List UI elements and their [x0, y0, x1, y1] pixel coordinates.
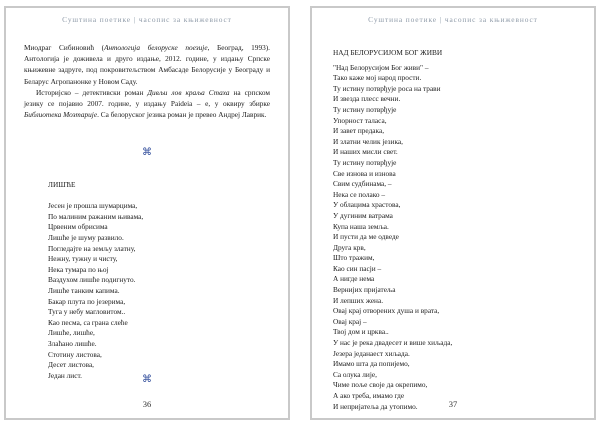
- poem-title: НАД БЕЛОРУСИЈОМ БОГ ЖИВИ: [333, 48, 443, 57]
- section-ornament-bottom: ⌘: [142, 374, 152, 385]
- poem-line: Бакар плута по језерима,: [48, 296, 126, 306]
- poem-line: Са олука лије,: [333, 369, 377, 379]
- poem-line: Чиме поље своје да окрепимо,: [333, 380, 428, 390]
- poem-line: Имамо шта да попијемо,: [333, 359, 410, 369]
- poem-line: У дугиним ватрама: [333, 210, 393, 220]
- poem-line: Твој дом и црква..: [333, 327, 389, 337]
- poem-line: Десет листова,: [48, 360, 95, 370]
- poem-line: Ваздухом лишће подигнуто.: [48, 275, 136, 285]
- poem-line: И звезда плесс вечни.: [333, 94, 401, 104]
- poem-line: Лишће, лишће,: [48, 328, 95, 338]
- poem-line: По малиним ражаним њивама,: [48, 211, 144, 221]
- page-number: 37: [448, 399, 458, 409]
- poem-line: Верниjих пријатеља: [333, 285, 396, 295]
- right-page: [310, 6, 596, 420]
- poem-line: И пусти да ме одведе: [333, 232, 399, 242]
- poem-line: Ту истину потврђује роса на трави: [333, 83, 441, 93]
- poem-title: ЛИШЋЕ: [48, 180, 76, 189]
- poem-line: Туга у небу магловитом..: [48, 307, 126, 317]
- poem-line: Овај крај отворених душа и врата,: [333, 306, 440, 316]
- poem-line: Као песма, са грана слеће: [48, 317, 128, 327]
- poem-line: Злаћано лишће.: [48, 338, 97, 348]
- poem-lishce: [48, 180, 143, 381]
- poem-line: Јесен је прошла шумарцима,: [48, 201, 138, 211]
- poem-line: Црвеним обрисима: [48, 222, 108, 232]
- poem-line: Лишће танким капима.: [48, 285, 120, 295]
- poem-line: Погледајте на земљу златну,: [48, 243, 136, 253]
- poem-line: И наших мисли свет.: [333, 147, 398, 157]
- series-title: Библиотека Мозтарије: [24, 110, 98, 120]
- page-number: 36: [142, 399, 152, 409]
- poem-nad-belorusijom: [333, 48, 452, 412]
- text-span: на српском језику се појавио 2007. године, у издању Paideia – е, у оквиру збирке: [24, 87, 270, 109]
- text-span: . Са белоруског језика роман је превео Андреј Лаврик.: [97, 110, 267, 120]
- poem-line: Језера једанаест хиљада.: [333, 348, 410, 358]
- article-prose: [24, 42, 270, 120]
- poem-line: Овај крај –: [333, 316, 367, 326]
- poem-line: "Над Белорусијом Бог живи" –: [333, 62, 429, 72]
- poem-line: А ако треба, имамо где: [333, 391, 405, 400]
- poem-line: И непријатеља да утопимо.: [333, 401, 418, 411]
- poem-line: Лишће је шуму развило.: [48, 232, 124, 242]
- paragraph-novel: [24, 87, 270, 121]
- poem-line: Све изнова и изнова: [333, 168, 396, 178]
- text-span: Историјско – детективски роман: [36, 87, 148, 97]
- running-header: Суштина поетике | часопис за књижевност: [368, 15, 538, 24]
- left-page: [4, 6, 290, 420]
- poem-line: Купа наша земља.: [333, 221, 389, 231]
- poem-line: Стотину листова,: [48, 349, 102, 359]
- poem-line: Што тражим,: [333, 253, 375, 263]
- text-span: Миодраг Сибиновић (: [24, 43, 105, 52]
- poem-line: Нека се полако –: [333, 189, 386, 199]
- poem-line: Упорност таласа,: [333, 115, 387, 125]
- poem-line: А нигде нема: [333, 274, 375, 284]
- book-title: Антологија белоруске поезије: [104, 43, 208, 52]
- paragraph-anthology: [24, 42, 270, 87]
- poem-line: Као син пасји –: [333, 263, 382, 273]
- poem-line: Један лист.: [48, 370, 82, 380]
- poem-line: И завет предака,: [333, 126, 385, 136]
- poem-line: Нежну, тужну и чисту,: [48, 254, 118, 264]
- poem-line: И лепших жена.: [333, 295, 384, 305]
- text-span: , Београд, 1993). Антологија је доживела и друго издање, 2012. године, у издању Српске књижевне задруге, под покровитељством Амбасаде Белорусије у Београду и Беларус Агропанонке у Новом Саду.: [24, 43, 270, 86]
- poem-line: У нас је река двадесет и више хиљада,: [333, 338, 453, 348]
- poem-line: И златни челик језика,: [333, 136, 403, 146]
- book-title: Дивљи лов краља Стаха: [147, 87, 230, 97]
- poem-line: Нека тумара по њој: [48, 264, 109, 274]
- poem-line: Тако каже мој народ прости.: [333, 73, 422, 83]
- poem-line: Свим судбинама, –: [333, 179, 392, 189]
- poem-line: Ту истину потврђује: [333, 157, 397, 167]
- running-header: Суштина поетике | часопис за књижевност: [62, 15, 232, 24]
- poem-line: Друга крв,: [333, 242, 366, 252]
- section-ornament: ⌘: [142, 147, 152, 158]
- poem-line: Ту истину потврђује: [333, 104, 397, 114]
- poem-line: У облацима храстова,: [333, 200, 401, 210]
